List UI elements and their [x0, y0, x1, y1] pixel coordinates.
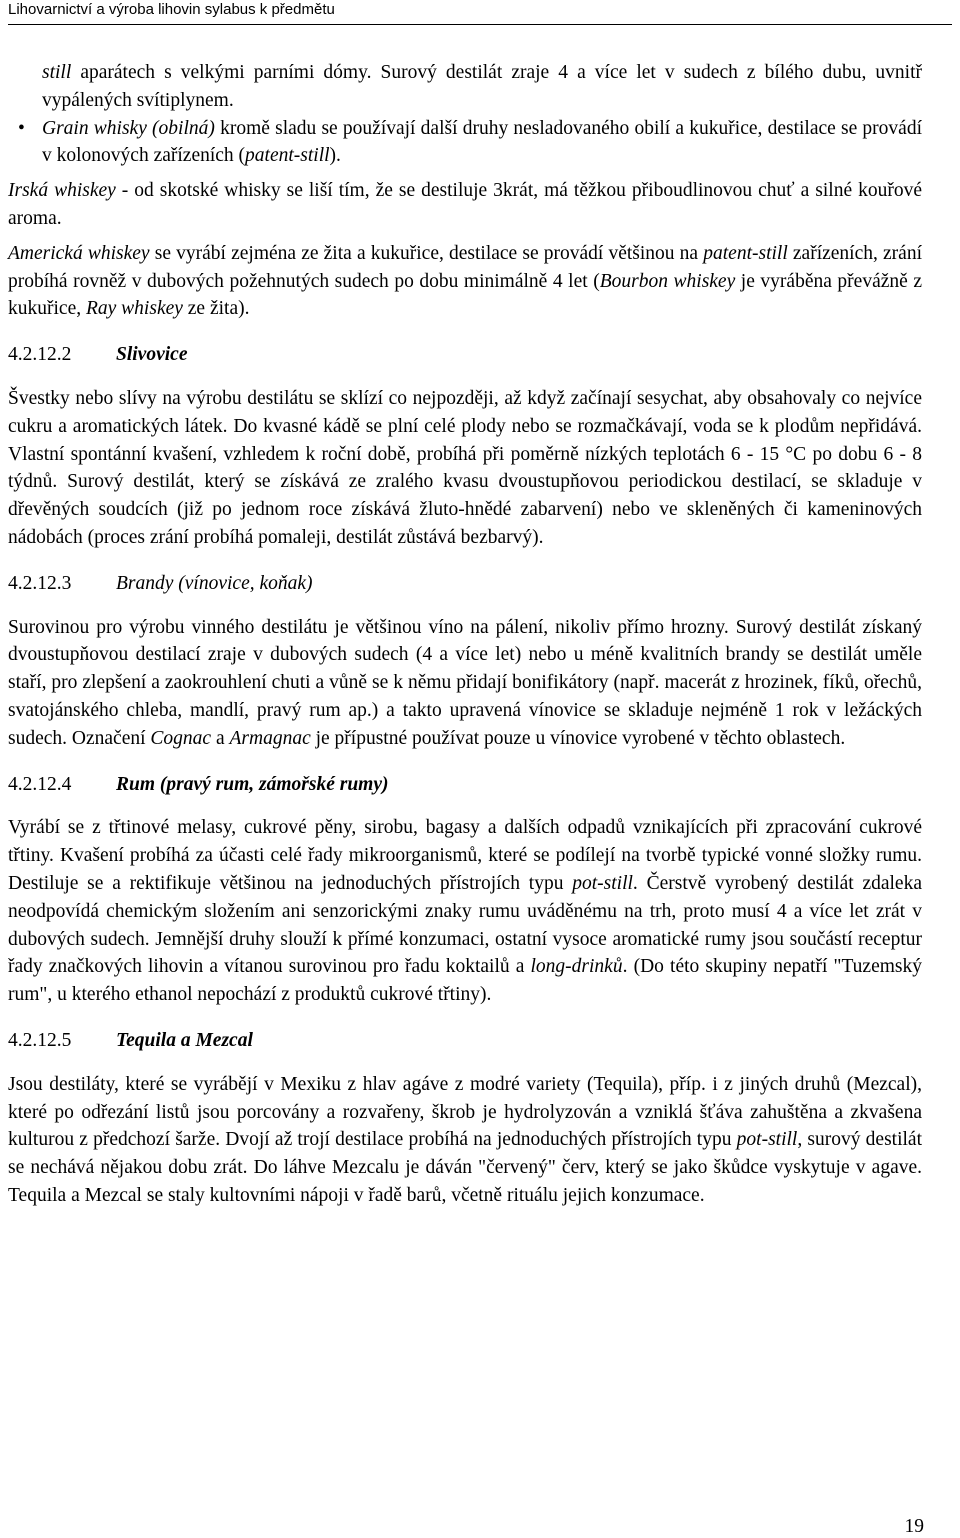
paragraph-rum: Vyrábí se z třtinové melasy, cukrové pěny, sirobu, bagasy a dalších odpadů vznikajících při zpracování cukrové třtiny. Kvašení probíhá za účasti celé řady mikroorganismů, které se podílejí na tvorbě typické vonné složky rumu. Destiluje se a rektifikuje většinou na jednoduchých přístrojích typu pot-still. Čerstvě vyrobený destilát zdaleka neodpovídá chemickým složením ani senzorickými znaky rumu uváděnému na trh, proto musí 4 a více let zrát v dubových sudech. Jemnější druhy slouží k přímé konzumaci, ostatní vysoce aromatické rumy jsou součástí receptur řady značkových lihovin a vítanou surovinou pro řadu koktailů a long-drinků. (Do této skupiny nepatří "Tuzemský rum", u kterého ethanol nepochází z produktů cukrové třtiny). — [8, 817, 923, 1006]
paragraph-slivovice: Švestky nebo slívy na výrobu destilátu se sklízí co nejpozději, až když začínají sesychat, aby obsahovaly co nejvíce cukru a aromatických látek. Do kvasné kádě se plní celé plody nebo se rozmačkávají, voda se k plodům nepřidává. Vlastní spontánní kvašení, vzhledem k roční době, probíhá při poměrně nízkých teplotách 6 - 15 °C po dobu 6 - 8 týdnů. Surový destilát, který se získává ze zralého kvasu dvoustupňovou periodickou destilací, se skladuje v dřevěných soudcích (již po jednom roce získává žluto-hnědé zabarvení) nebo ve skleněných či kameninových nádobách (proces zrání probíhá pomaleji, destilát zůstává bezbarvý). — [8, 387, 922, 548]
paragraph-tequila: Jsou destiláty, které se vyrábějí v Mexiku z hlav agáve z modré variety (Tequila), příp. i z jiných druhů (Mezcal), které po odřezání listů jsou porcovány a rozvařeny, škrob je hydrolyzován a vzniklá šťáva zahuštěna a zkvašena kulturou z předchozí šarže. Dvojí až trojí destilace probíhá na jednoduchých přístrojích typu pot-still, surový destilát se nechává nějakou dobu zrát. Do láhve Mezcalu je dáván "červený" červ, který se jako škůdce vyskytuje v agave. Tequila a Mezcal se staly kultovními nápoji v řadě barů, včetně rituálu jejich konzumace. — [8, 1073, 922, 1206]
paragraph-irish-whiskey: Irská whiskey - od skotské whisky se liší tím, že se destiluje 3krát, má těžkou přiboudlinovou chuť a silné kouřové aroma. — [8, 180, 923, 229]
section-heading-brandy: 4.2.12.3 Brandy (vínovice, koňak) — [8, 572, 313, 594]
page-number: 19 — [904, 1516, 924, 1537]
running-header: Lihovarnictví a výroba lihovin sylabus k předmětu — [8, 0, 952, 25]
bullet-grain-whisky: • Grain whisky (obilná) kromě sladu se používají další druhy nesladovaného obilí a kukuřice, destilace se provádí v kolonových zařízeních (patent-still). — [8, 115, 922, 171]
section-heading-slivovice: 4.2.12.2 Slivovice — [8, 344, 188, 366]
section-heading-rum: 4.2.12.4 Rum (pravý rum, zámořské rumy) — [8, 773, 389, 795]
paragraph-scotch-continuation: still aparátech s velkými parními dómy. Surový destilát zraje 4 a více let v sudech z bílého dubu, uvnitř vypálených svítiplynem. — [42, 62, 922, 111]
section-heading-tequila: 4.2.12.5 Tequila a Mezcal — [8, 1029, 253, 1051]
document-body — [8, 59, 922, 1210]
paragraph-american-whiskey: Americká whiskey se vyrábí zejména ze žita a kukuřice, destilace se provádí většinou na patent-still zařízeních, zrání probíhá rovněž v dubových požehnutých sudech po dobu minimálně 4 let (Bourbon whiskey je vyráběna převážně z kukuřice, Ray whiskey ze žita). — [8, 242, 922, 320]
paragraph-brandy: Surovinou pro výrobu vinného destilátu je většinou víno na pálení, nikoliv přímo hrozny. Surový destilát získaný dvoustupňovou destilací zraje v dubových sudech (4 a více let) nebo u méně kvalitních brandy se destilát uměle staří, pro zlepšení a zaokrouhlení chuti a vůně se k němu přidají bonifikátory (např. macerát z hrozinek, fíků, ořechů, svatojánského chleba, mandlí, pravý rum ap.) a takto upravená vínovice se skladuje nejméně 1 rok v ležáckých sudech. Označení Cognac a Armagnac je přípustné používat pouze u vínovice vyrobené v těchto oblastech. — [8, 616, 922, 749]
